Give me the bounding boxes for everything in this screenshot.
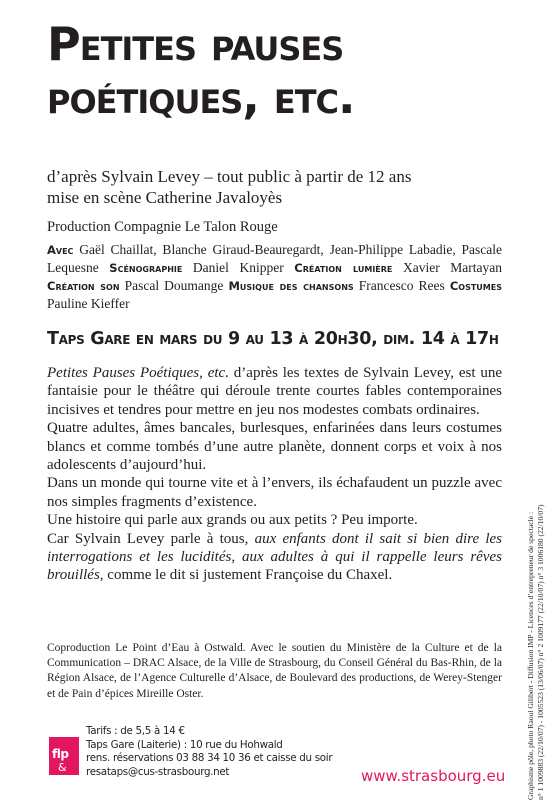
credit-musique: Francesco Rees [353,278,450,293]
description-paragraph: Dans un monde qui tourne vite et à l’envers, ils échafaudent un puzzle avec nos simples fragments d’existence. [47,475,502,510]
subtitle [47,166,517,208]
description-paragraph: Une histoire qui parle aux grands ou aux petits ? Peu importe. [47,512,418,529]
credit-role-son: Création son [47,279,120,293]
page-title [47,18,517,124]
credit-cast: Gaël Chaillat, Blanche Giraud-Beauregardt, Jean-Philippe Labadie, Pascale Lequesne [47,242,502,275]
legal-notice [526,410,548,800]
legal-line-1: Graphisme pôle, photo Raoul Gilibert - Diffusion IMP - Licences d’entrepreneur de spectacle : [526,511,535,800]
info-email: resataps@cus-strasbourg.net [86,765,230,778]
credits-block [47,241,502,312]
credit-role-scenographie: Scénographie [109,261,183,275]
coproduction-credits: Coproduction Le Point d’Eau à Ostwald. Avec le soutien du Ministère de la Culture et de la Communication – DRAC Alsace, de la Ville de Strasbourg, du Conseil Général du Bas-Rhin, de la Région Alsace, de l’Agence Culturelle d’Alsace, de Boulevard des productions, de Werey-Stenger et de Pain d’épices Mireille Oster. [47,642,502,700]
subtitle-author: d’après Sylvain Levey – tout public à partir de 12 ans [47,167,412,186]
work-title: Petites Pauses Poétiques, etc. [47,365,229,381]
performance-dates: Taps Gare en mars du 9 au 13 à 20h30, dim. 14 à 17h [47,329,499,349]
practical-info [86,725,346,779]
subtitle-director: mise en scène Catherine Javaloyès [47,188,283,207]
logo-symbol: & [58,761,67,774]
credit-lumiere: Xavier Martayan [392,260,502,275]
description-paragraph: Quatre adultes, âmes bancales, burlesques, enfarinées dans leurs costumes blancs et comme tombés d’une autre planète, donnent corps et voix à nos adolescents d’aujourd’hui. [47,420,502,474]
production-line: Production Compagnie Le Talon Rouge [47,219,278,235]
info-venue: Taps Gare (Laiterie) : 10 rue du Hohwald [86,738,283,751]
flp-logo [49,737,79,775]
title-line-2: poétiques, etc. [47,70,355,124]
description-paragraph: Petites Pauses Poétiques, etc. d’après les textes de Sylvain Levey, est une fantaisie pour le théâtre qui déroule trente courtes fables contemporaines incisives et tendres pour mettre en jeu nos modestes combats ordinaires. [47,365,502,418]
credit-role-lumiere: Création lumière [294,261,393,275]
logo-text: flp [52,747,69,761]
credit-son: Pascal Doumange [119,278,229,293]
title-line-1: Petites pauses [47,17,344,71]
description [47,364,502,585]
legal-line-2: n° 1 1009883 (22/10/07) - 1005523 (13/06/07) n° 2 1009177 (22/10/07) n° 3 1006180 (22/10/07) [536,504,545,800]
credit-scenographie: Daniel Knipper [182,260,295,275]
info-tarifs: Tarifs : de 5,5 à 14 € [86,725,185,737]
credit-costumes: Pauline Kieffer [47,296,130,311]
website-link[interactable]: www.strasbourg.eu [361,767,506,785]
info-reservations: rens. réservations 03 88 34 10 36 et caisse du soir [86,752,333,764]
credit-role-avec: Avec [47,243,74,257]
credit-role-musique: Musique des chansons [228,279,354,293]
description-paragraph: Car Sylvain Levey parle à tous, aux enfants dont il sait si bien dire les interrogations et les lucidités, aux adultes à qui il rappelle leurs rêves brouillés, comme le dit si justement Françoise du Chaxel. [47,530,502,584]
credit-role-costumes: Costumes [449,279,502,293]
quote: aux enfants dont il sait si bien dire les interrogations et les lucidités, aux adultes à qui il rappelle leurs rêves brouillés, [47,530,502,584]
